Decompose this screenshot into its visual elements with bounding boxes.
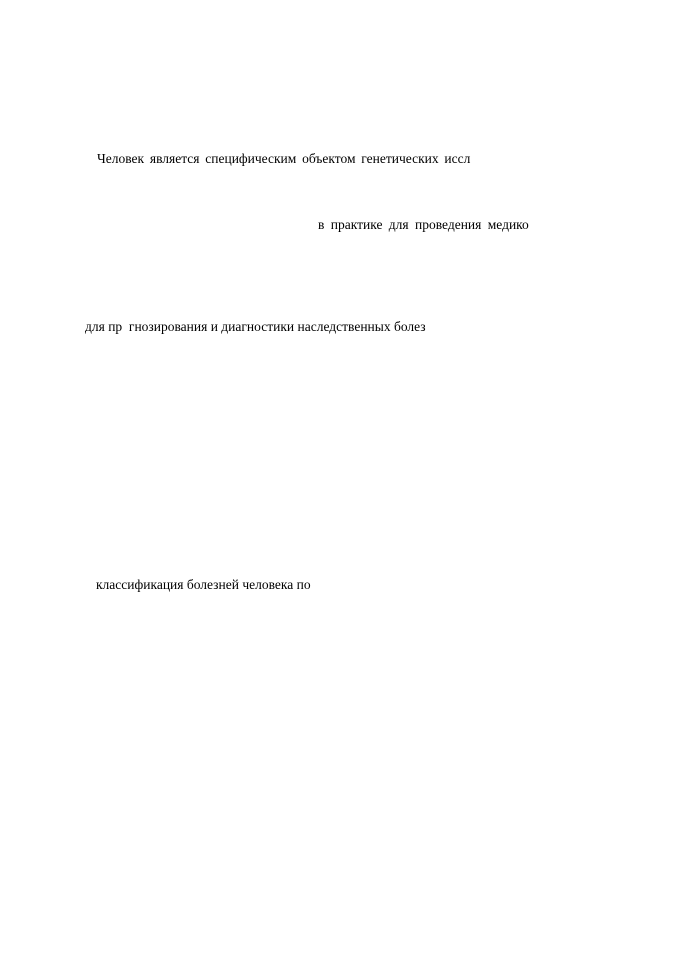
text-line-1: Человек является специфическим объектом генетических иссл — [97, 151, 471, 166]
text-line-2: в практике для проведения медико — [318, 217, 529, 232]
text-line-3: для пр гнозирования и диагностики наследственных болез — [85, 319, 426, 334]
text-line-4: классификация болезней человека по — [96, 577, 311, 592]
